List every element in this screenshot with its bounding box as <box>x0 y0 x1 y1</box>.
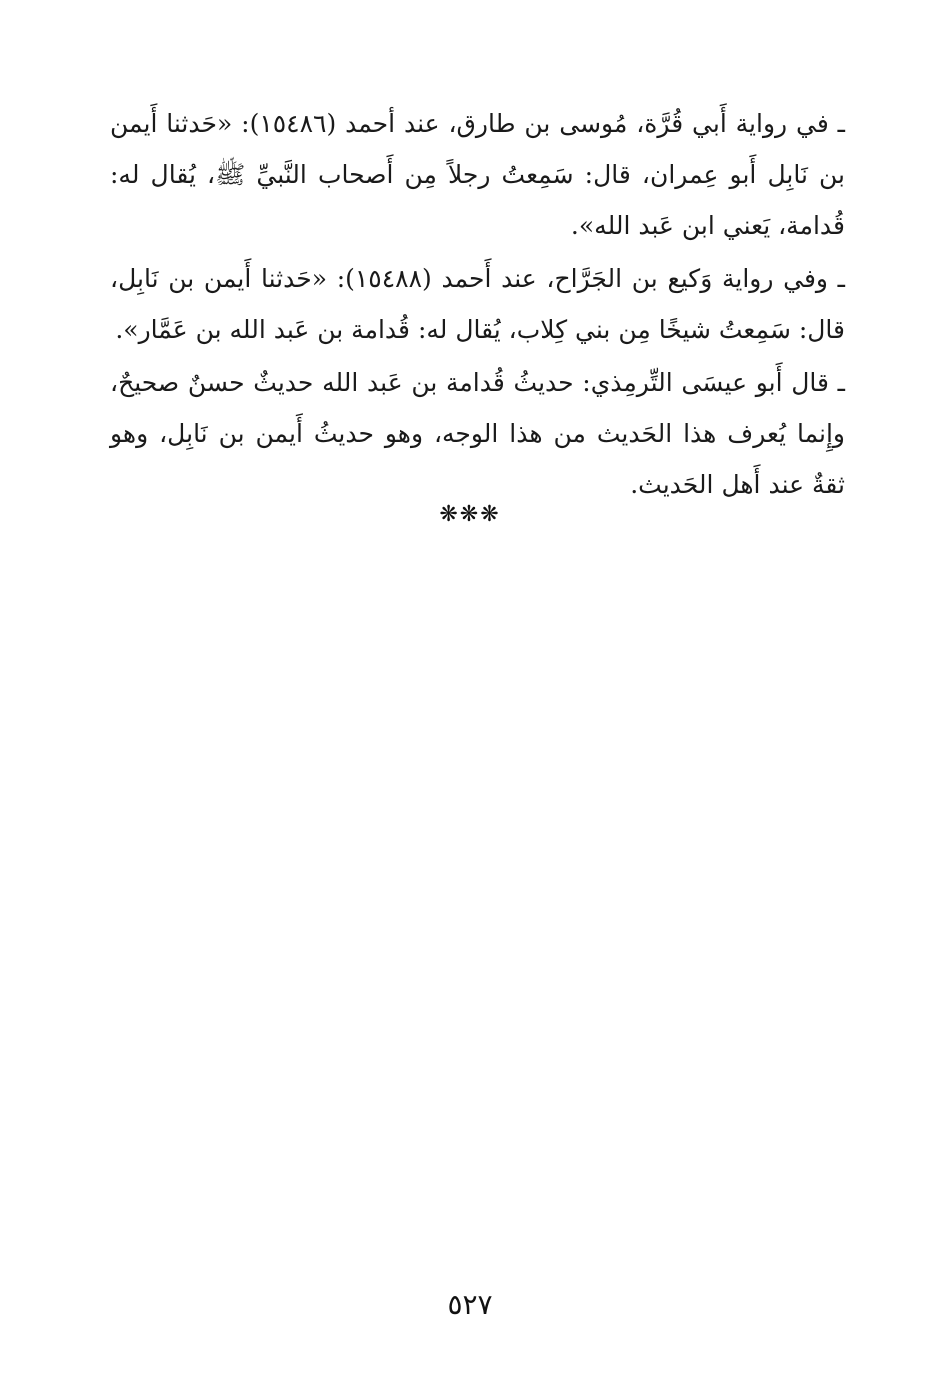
paragraph-abu-qurra-narration: ـ في رواية أَبي قُرَّة، مُوسى بن طارق، عند أحمد (١٥٤٨٦): «حَدثنا أَيمن بن نَابِل أَبو عِمران، قال: سَمِعتُ رجلاً مِن أَصحاب النَّبيِّ ﷺ، يُقال له: قُدامة، يَعني ابن عَبد الله». <box>110 109 845 240</box>
paragraph-tirmidhi-verdict: ـ قال أَبو عيسَى التِّرمِذي: حديثُ قُدامة بن عَبد الله حديثٌ حسنٌ صحيحٌ، وإِنما يُعرف هذا الحَديث من هذا الوجه، وهو حديثُ أَيمن بن نَابِل، وهو ثقةٌ عند أَهل الحَديث. <box>110 368 845 499</box>
paragraph-waki-narration: ـ وفي رواية وَكيع بن الجَرَّاح، عند أَحمد (١٥٤٨٨): «حَدثنا أَيمن بن نَابِل، قال: سَمِعتُ شيخًا مِن بني كِلاب، يُقال له: قُدامة بن عَبد الله بن عَمَّار». <box>110 264 845 344</box>
main-text <box>110 98 845 512</box>
page-number: ٥٢٧ <box>447 1288 493 1321</box>
section-separator: ❋❋❋ <box>439 502 501 527</box>
